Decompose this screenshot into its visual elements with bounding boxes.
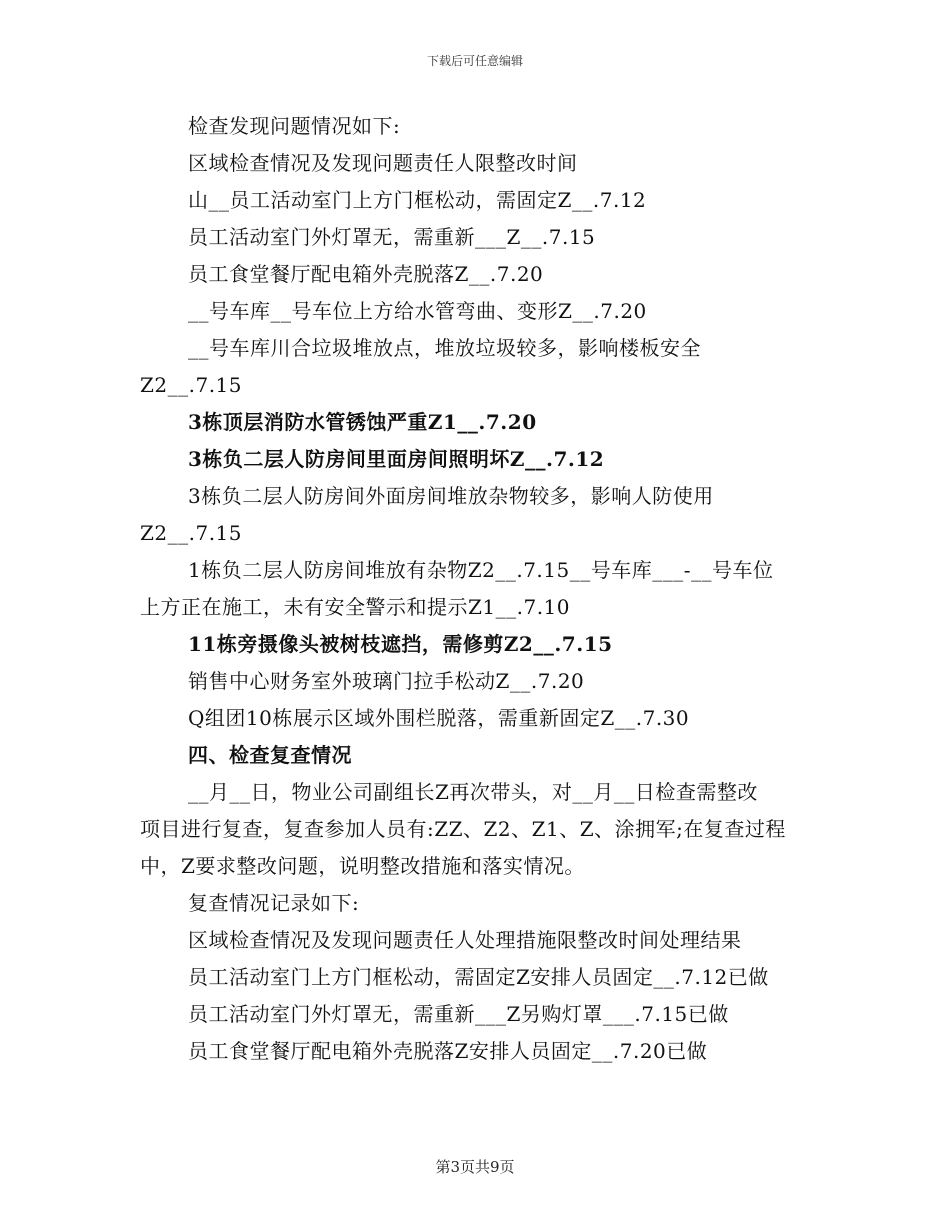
- text-line: 上方正在施工，未有安全警示和提示Z1__.7.10: [140, 595, 571, 619]
- text-line: 区域检查情况及发现问题责任人处理措施限整改时间处理结果: [188, 928, 742, 952]
- heading-line: 11栋旁摄像头被树枝遮挡，需修剪Z2__.7.15: [188, 632, 613, 656]
- document-body: [140, 108, 812, 1070]
- text-line: 复查情况记录如下:: [188, 891, 360, 915]
- text-line: 员工活动室门外灯罩无，需重新___Z__.7.15: [188, 225, 596, 249]
- text-line: 项目进行复查，复查参加人员有:ZZ、Z2、Z1、Z、涂拥军;在复查过程: [140, 817, 786, 841]
- text-line: Q组团10栋展示区域外围栏脱落，需重新固定Z__.7.30: [188, 706, 690, 730]
- text-line: Z2__.7.15: [140, 373, 243, 397]
- text-line: 员工食堂餐厅配电箱外壳脱落Z__.7.20: [188, 262, 544, 286]
- text-line: __号车库__号车位上方给水管弯曲、变形Z__.7.20: [188, 299, 647, 323]
- text-line: Z2__.7.15: [140, 521, 243, 545]
- text-line: 员工活动室门上方门框松动，需固定Z安排人员固定__.7.12已做: [188, 965, 769, 989]
- text-line: __月__日，物业公司副组长Z再次带头，对__月__日检查需整改: [188, 780, 758, 804]
- text-line: 区域检查情况及发现问题责任人限整改时间: [188, 151, 578, 175]
- page-header: 下载后可任意编辑: [426, 54, 523, 68]
- text-line: 检查发现问题情况如下:: [188, 114, 401, 138]
- text-line: 销售中心财务室外玻璃门拉手松动Z__.7.20: [188, 669, 585, 693]
- heading-line: 3栋负二层人防房间里面房间照明坏Z__.7.12: [188, 447, 605, 471]
- text-line: 山__员工活动室门上方门框松动，需固定Z__.7.12: [188, 188, 647, 212]
- heading-line: 四、检查复查情况: [188, 743, 352, 767]
- text-line: 3栋负二层人防房间外面房间堆放杂物较多，影响人防使用: [188, 484, 714, 508]
- text-line: 员工活动室门外灯罩无，需重新___Z另购灯罩___.7.15已做: [188, 1002, 729, 1026]
- text-line: __号车库川合垃圾堆放点，堆放垃圾较多，影响楼板安全: [188, 336, 701, 360]
- text-line: 1栋负二层人防房间堆放有杂物Z2__.7.15__号车库___-__号车位: [188, 558, 774, 582]
- text-line: 员工食堂餐厅配电箱外壳脱落Z安排人员固定__.7.20已做: [188, 1039, 708, 1063]
- page-footer: 第3页共9页: [435, 1158, 515, 1176]
- text-line: 中，Z要求整改问题，说明整改措施和落实情况。: [140, 854, 585, 878]
- heading-line: 3栋顶层消防水管锈蚀严重Z1__.7.20: [188, 410, 537, 434]
